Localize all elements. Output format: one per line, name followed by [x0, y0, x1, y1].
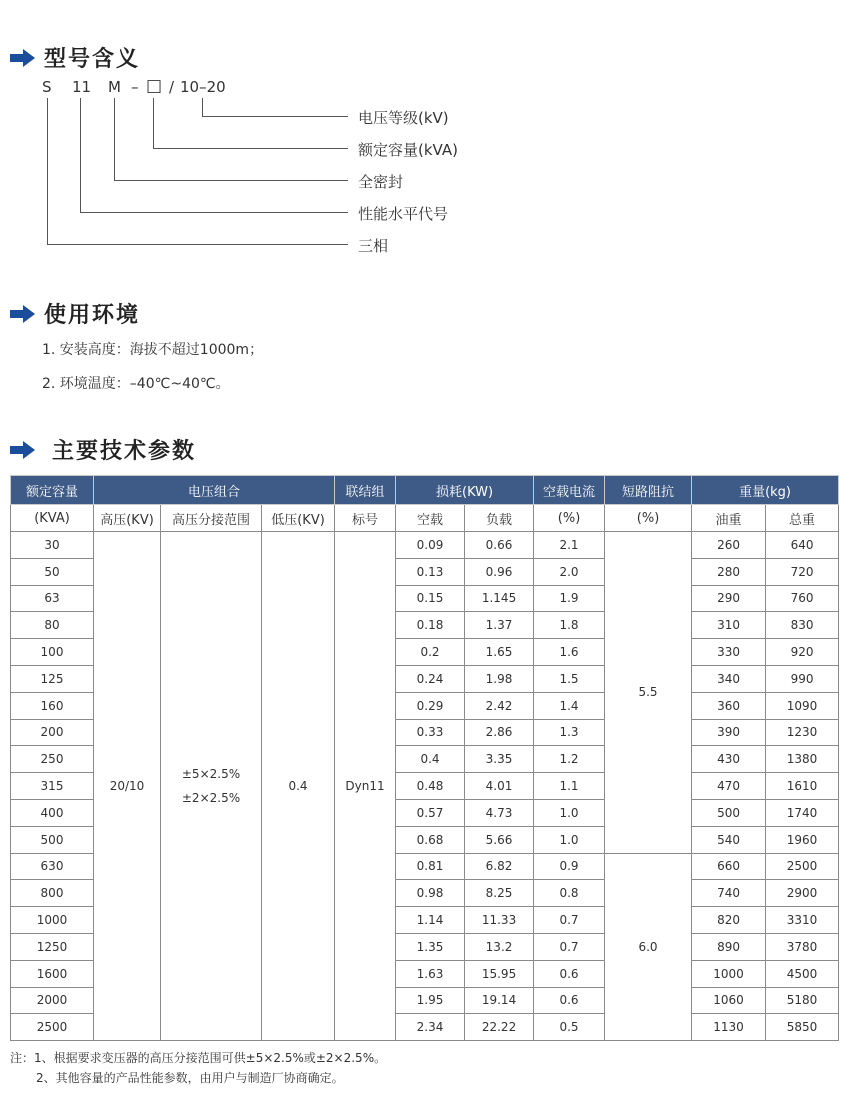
- cell-load-loss: 1.145: [465, 585, 534, 612]
- cell-total-weight: 1960: [766, 826, 839, 853]
- cell-oil-weight: 470: [692, 773, 766, 800]
- cell-noload-current: 1.1: [534, 773, 605, 800]
- leader-line: [202, 116, 348, 117]
- cell-impedance: 6.0: [605, 853, 692, 1041]
- cell-noload-loss: 2.34: [396, 1014, 465, 1041]
- cell-capacity: 80: [11, 612, 94, 639]
- cell-noload-current: 2.0: [534, 558, 605, 585]
- cell-oil-weight: 660: [692, 853, 766, 880]
- arrow-icon: [10, 305, 36, 323]
- cell-noload-loss: 1.95: [396, 987, 465, 1014]
- cell-capacity: 63: [11, 585, 94, 612]
- cell-noload-current: 0.6: [534, 960, 605, 987]
- cell-total-weight: 5180: [766, 987, 839, 1014]
- leader-line: [114, 98, 115, 180]
- arrow-icon: [10, 441, 36, 459]
- meaning-voltage: 电压等级(kV): [358, 109, 449, 127]
- cell-total-weight: 3780: [766, 933, 839, 960]
- cell-capacity: 2000: [11, 987, 94, 1014]
- leader-line: [80, 98, 81, 212]
- note-1: 注：1、根据要求变压器的高压分接范围可供±5×2.5%或±2×2.5%。: [10, 1051, 387, 1065]
- arrow-icon: [10, 49, 36, 67]
- cell-noload-current: 1.3: [534, 719, 605, 746]
- cell-noload-loss: 0.48: [396, 773, 465, 800]
- cell-load-loss: 2.86: [465, 719, 534, 746]
- cell-load-loss: 1.98: [465, 665, 534, 692]
- cell-noload-current: 0.7: [534, 907, 605, 934]
- note-2: 2、其他容量的产品性能参数，由用户与制造厂协商确定。: [36, 1071, 344, 1085]
- cell-impedance: 5.5: [605, 532, 692, 854]
- code-voltage: 10–20: [180, 78, 226, 96]
- th-loss: 损耗(KW): [396, 476, 534, 505]
- cell-oil-weight: 1130: [692, 1014, 766, 1041]
- cell-hv: 20/10: [94, 532, 161, 1041]
- cell-oil-weight: 390: [692, 719, 766, 746]
- cell-oil-weight: 360: [692, 692, 766, 719]
- cell-load-loss: 1.37: [465, 612, 534, 639]
- section-title-environment: 使用环境: [10, 298, 140, 329]
- cell-capacity: 160: [11, 692, 94, 719]
- sub-hv-range: 高压分接范围: [161, 505, 262, 532]
- cell-noload-loss: 0.29: [396, 692, 465, 719]
- table-row: [11, 532, 839, 559]
- sub-lv: 低压(KV): [262, 505, 335, 532]
- cell-noload-loss: 0.57: [396, 799, 465, 826]
- cell-hv-range: [161, 532, 262, 1041]
- cell-load-loss: 6.82: [465, 853, 534, 880]
- cell-capacity: 50: [11, 558, 94, 585]
- meaning-performance: 性能水平代号: [358, 205, 449, 223]
- cell-capacity: 200: [11, 719, 94, 746]
- sub-kva: (KVA): [11, 505, 94, 532]
- cell-capacity: 30: [11, 532, 94, 559]
- cell-load-loss: 19.14: [465, 987, 534, 1014]
- cell-oil-weight: 740: [692, 880, 766, 907]
- cell-noload-loss: 0.15: [396, 585, 465, 612]
- cell-noload-loss: 0.33: [396, 719, 465, 746]
- th-rated: 额定容量: [11, 476, 94, 505]
- sub-total: 总重: [766, 505, 839, 532]
- cell-noload-current: 0.9: [534, 853, 605, 880]
- cell-oil-weight: 260: [692, 532, 766, 559]
- cell-oil-weight: 500: [692, 799, 766, 826]
- th-noload-current: 空载电流: [534, 476, 605, 505]
- cell-total-weight: 1090: [766, 692, 839, 719]
- cell-total-weight: 1610: [766, 773, 839, 800]
- cell-capacity: 500: [11, 826, 94, 853]
- cell-connection: Dyn11: [335, 532, 396, 1041]
- cell-load-loss: 4.73: [465, 799, 534, 826]
- cell-total-weight: 2500: [766, 853, 839, 880]
- env-temperature: 2. 环境温度：–40℃~40℃。: [42, 376, 230, 392]
- cell-oil-weight: 540: [692, 826, 766, 853]
- code-m: M: [108, 78, 121, 96]
- cell-oil-weight: 890: [692, 933, 766, 960]
- cell-noload-current: 1.2: [534, 746, 605, 773]
- cell-load-loss: 13.2: [465, 933, 534, 960]
- cell-noload-loss: 1.35: [396, 933, 465, 960]
- table-header-row: [11, 476, 839, 505]
- th-weight: 重量(kg): [692, 476, 839, 505]
- range-option-1: ±5×2.5%: [181, 767, 241, 782]
- meaning-three-phase: 三相: [358, 237, 389, 255]
- env-altitude: 1. 安装高度：海拔不超过1000m；: [42, 342, 264, 358]
- leader-line: [80, 212, 348, 213]
- sub-mark: 标号: [335, 505, 396, 532]
- cell-total-weight: 5850: [766, 1014, 839, 1041]
- params-table: [10, 475, 839, 1041]
- cell-noload-current: 1.0: [534, 799, 605, 826]
- cell-noload-current: 1.5: [534, 665, 605, 692]
- cell-noload-loss: 0.09: [396, 532, 465, 559]
- cell-load-loss: 8.25: [465, 880, 534, 907]
- sub-noload: 空载: [396, 505, 465, 532]
- cell-noload-current: 2.1: [534, 532, 605, 559]
- section-title-model: 型号含义: [10, 42, 140, 73]
- sub-load: 负载: [465, 505, 534, 532]
- cell-capacity: 630: [11, 853, 94, 880]
- cell-total-weight: 1230: [766, 719, 839, 746]
- leader-line: [202, 98, 203, 116]
- cell-oil-weight: 280: [692, 558, 766, 585]
- cell-total-weight: 920: [766, 639, 839, 666]
- cell-total-weight: 830: [766, 612, 839, 639]
- cell-noload-current: 0.5: [534, 1014, 605, 1041]
- cell-load-loss: 15.95: [465, 960, 534, 987]
- th-connection: 联结组: [335, 476, 396, 505]
- cell-capacity: 400: [11, 799, 94, 826]
- cell-noload-loss: 1.14: [396, 907, 465, 934]
- cell-capacity: 100: [11, 639, 94, 666]
- cell-load-loss: 0.66: [465, 532, 534, 559]
- cell-oil-weight: 290: [692, 585, 766, 612]
- cell-capacity: 250: [11, 746, 94, 773]
- cell-capacity: 1000: [11, 907, 94, 934]
- table-subheader-row: [11, 505, 839, 532]
- code-dash: –: [131, 78, 139, 96]
- cell-load-loss: 4.01: [465, 773, 534, 800]
- cell-total-weight: 4500: [766, 960, 839, 987]
- cell-oil-weight: 340: [692, 665, 766, 692]
- cell-capacity: 1600: [11, 960, 94, 987]
- cell-total-weight: 640: [766, 532, 839, 559]
- cell-noload-loss: 1.63: [396, 960, 465, 987]
- code-slash: /: [169, 78, 175, 96]
- cell-load-loss: 5.66: [465, 826, 534, 853]
- cell-oil-weight: 430: [692, 746, 766, 773]
- cell-load-loss: 3.35: [465, 746, 534, 773]
- cell-noload-current: 0.7: [534, 933, 605, 960]
- leader-line: [47, 244, 348, 245]
- cell-oil-weight: 1000: [692, 960, 766, 987]
- cell-total-weight: 990: [766, 665, 839, 692]
- cell-capacity: 2500: [11, 1014, 94, 1041]
- range-option-2: ±2×2.5%: [181, 791, 241, 806]
- sub-pct-impedance: (%): [605, 505, 692, 532]
- cell-noload-loss: 0.2: [396, 639, 465, 666]
- sub-hv: 高压(KV): [94, 505, 161, 532]
- cell-noload-current: 1.0: [534, 826, 605, 853]
- leader-line: [153, 98, 154, 148]
- section-title-params: 主要技术参数: [10, 434, 196, 465]
- cell-noload-current: 1.8: [534, 612, 605, 639]
- cell-noload-loss: 0.98: [396, 880, 465, 907]
- code-s: S: [42, 78, 52, 96]
- th-voltage-combo: 电压组合: [94, 476, 335, 505]
- leader-line: [153, 148, 348, 149]
- cell-load-loss: 1.65: [465, 639, 534, 666]
- cell-oil-weight: 820: [692, 907, 766, 934]
- cell-lv: 0.4: [262, 532, 335, 1041]
- code-11: 11: [72, 78, 92, 96]
- cell-noload-current: 1.9: [534, 585, 605, 612]
- leader-line: [114, 180, 348, 181]
- cell-noload-loss: 0.24: [396, 665, 465, 692]
- cell-total-weight: 2900: [766, 880, 839, 907]
- cell-noload-loss: 0.18: [396, 612, 465, 639]
- cell-capacity: 315: [11, 773, 94, 800]
- cell-load-loss: 11.33: [465, 907, 534, 934]
- meaning-sealed: 全密封: [358, 173, 404, 191]
- cell-total-weight: 760: [766, 585, 839, 612]
- cell-oil-weight: 330: [692, 639, 766, 666]
- code-box: □: [146, 76, 163, 96]
- cell-noload-loss: 0.68: [396, 826, 465, 853]
- cell-noload-current: 0.8: [534, 880, 605, 907]
- cell-oil-weight: 310: [692, 612, 766, 639]
- cell-total-weight: 3310: [766, 907, 839, 934]
- cell-total-weight: 720: [766, 558, 839, 585]
- cell-noload-loss: 0.4: [396, 746, 465, 773]
- meaning-capacity: 额定容量(kVA): [358, 141, 458, 159]
- cell-capacity: 1250: [11, 933, 94, 960]
- cell-load-loss: 0.96: [465, 558, 534, 585]
- th-impedance: 短路阻抗: [605, 476, 692, 505]
- cell-noload-current: 1.4: [534, 692, 605, 719]
- cell-total-weight: 1380: [766, 746, 839, 773]
- cell-total-weight: 1740: [766, 799, 839, 826]
- cell-capacity: 125: [11, 665, 94, 692]
- leader-line: [47, 98, 48, 244]
- cell-noload-current: 1.6: [534, 639, 605, 666]
- cell-load-loss: 2.42: [465, 692, 534, 719]
- sub-oil: 油重: [692, 505, 766, 532]
- cell-capacity: 800: [11, 880, 94, 907]
- cell-load-loss: 22.22: [465, 1014, 534, 1041]
- cell-noload-loss: 0.81: [396, 853, 465, 880]
- sub-pct-current: (%): [534, 505, 605, 532]
- cell-oil-weight: 1060: [692, 987, 766, 1014]
- cell-noload-loss: 0.13: [396, 558, 465, 585]
- cell-noload-current: 0.6: [534, 987, 605, 1014]
